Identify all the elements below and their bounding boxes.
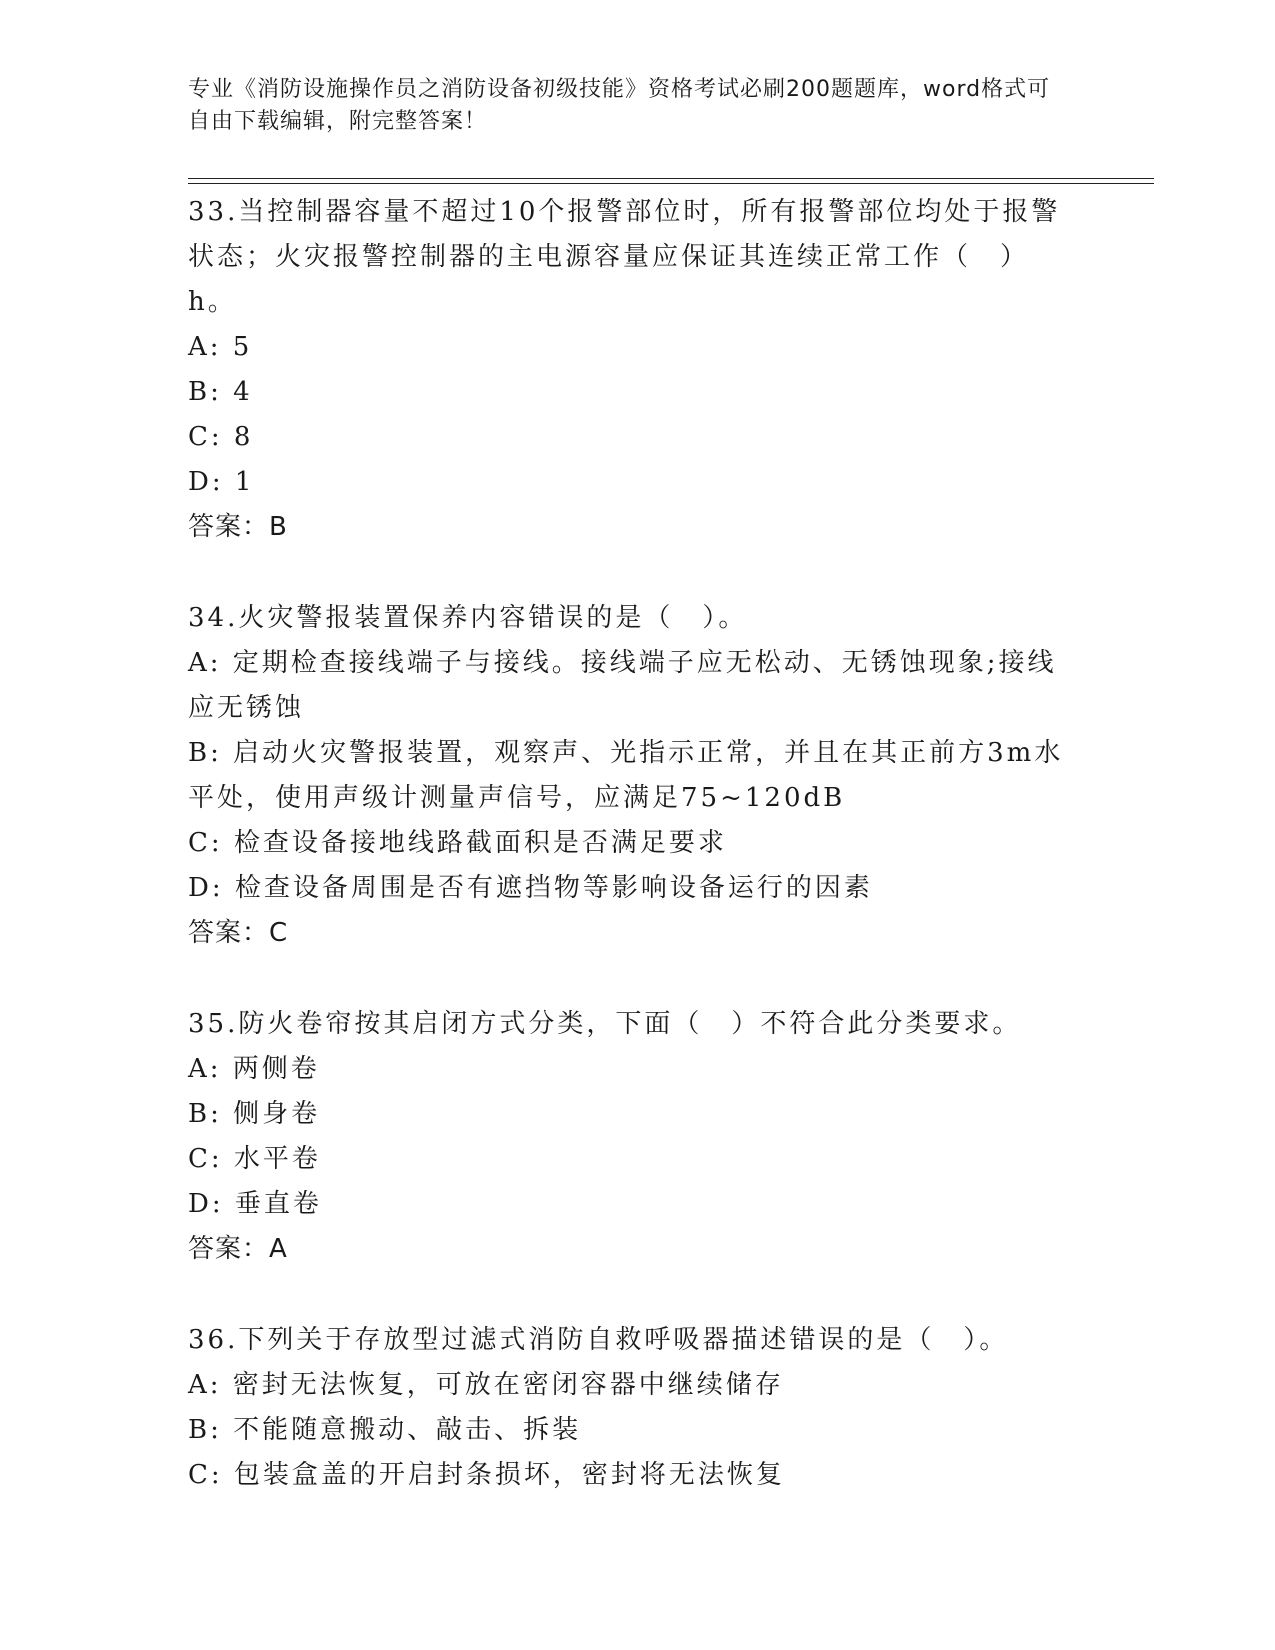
option-c: C: 包装盒盖的开启封条损坏，密封将无法恢复 [188,1460,785,1490]
option-a: A: 密封无法恢复，可放在密闭容器中继续储存 [188,1370,784,1400]
answer-line: 答案：C [188,918,289,948]
option-d: D: 检查设备周围是否有遮挡物等影响设备运行的因素 [188,873,873,903]
option-c: C: 8 [188,422,254,452]
question-stem: 33.当控制器容量不超过10个报警部位时，所有报警部位均处于报警状态；火灾报警控制器的主电源容量应保证其连续正常工作（ ）h。 [188,197,1061,317]
question-stem: 34.火灾警报装置保养内容错误的是（ ）。 [188,603,748,633]
question-33 [188,190,1068,550]
answer-line: 答案：B [188,512,288,542]
question-list [188,190,1068,1544]
option-c: C: 水平卷 [188,1144,321,1174]
question-35 [188,1002,1068,1272]
option-b: B: 启动火灾警报装置，观察声、光指示正常，并且在其正前方3m水平处，使用声级计测量声信号，应满足75~120dB [188,738,1064,813]
document-header: 专业《消防设施操作员之消防设备初级技能》资格考试必刷200题题库，word格式可自由下载编辑，附完整答案！ [188,77,1051,134]
question-stem: 35.防火卷帘按其启闭方式分类，下面（ ）不符合此分类要求。 [188,1009,1022,1039]
option-a: A: 定期检查接线端子与接线。接线端子应无松动、无锈蚀现象;接线应无锈蚀 [188,648,1057,723]
option-a: A: 两侧卷 [188,1054,320,1084]
option-d: D: 1 [188,467,255,497]
option-c: C: 检查设备接地线路截面积是否满足要求 [188,828,727,858]
option-a: A: 5 [188,332,253,362]
header-rule-bottom [188,183,1154,184]
question-stem: 36.下列关于存放型过滤式消防自救呼吸器描述错误的是（ ）。 [188,1325,1009,1355]
question-36 [188,1318,1068,1498]
option-d: D: 垂直卷 [188,1189,322,1219]
question-34 [188,596,1068,956]
option-b: B: 4 [188,377,253,407]
option-b: B: 侧身卷 [188,1099,321,1129]
option-b: B: 不能随意搬动、敲击、拆装 [188,1415,582,1445]
answer-line: 答案：A [188,1234,288,1264]
header-rule-top [188,178,1154,179]
